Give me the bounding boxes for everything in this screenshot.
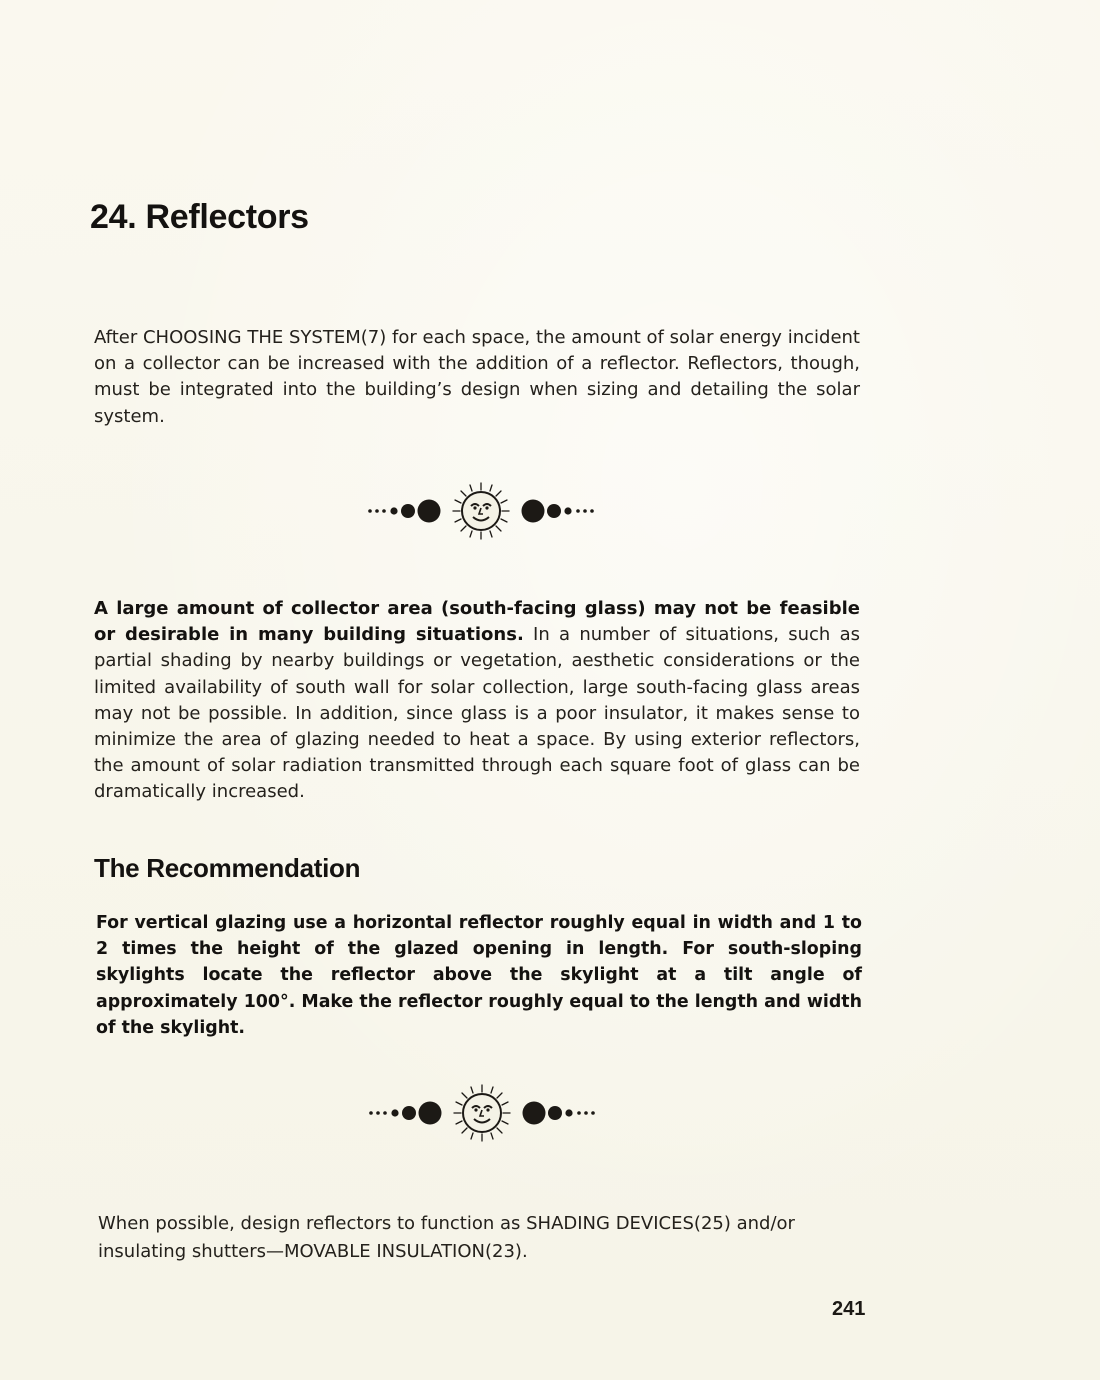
- chapter-title: 24. Reflectors: [90, 198, 309, 236]
- recommendation-heading: The Recommendation: [94, 853, 361, 883]
- page-number: 241: [832, 1298, 866, 1320]
- problem-body: In a number of situations, such as partial shading by nearby buildings or vegetation, aesthetic considerations or the limited availability of south wall for solar collection, large south-facing glass areas may not be possible. In addition, since glass is a poor insulator, it makes sense to minimize the area of glazing needed to heat a space. By using exterior reflectors, the amount of solar radiation transmitted through each square foot of glass can be dramatically increased.: [94, 624, 860, 803]
- sun-face-ornament-icon: [365, 478, 597, 544]
- problem-statement: A large amount of collector area (south-facing glass) may not be feasible or desirable in many building situations.: [94, 598, 860, 646]
- closing-paragraph: When possible, design reflectors to function as SHADING DEVICES(25) and/or insulating shutters—MOVABLE INSULATION(23).: [98, 1213, 795, 1262]
- recommendation-paragraph: For vertical glazing use a horizontal reflector roughly equal in width and 1 to 2 times the height of the glazed opening in length. For south-sloping skylights locate the reflector above the skylight at a tilt angle of approximately 100°. Make the reflector roughly equal to the length and width of the skylight.: [96, 913, 862, 1038]
- sun-face-ornament-icon: [366, 1080, 598, 1146]
- intro-paragraph: After CHOOSING THE SYSTEM(7) for each space, the amount of solar energy incident on a collector can be increased with the addition of a reflector. Reflectors, though, must be integrated into the building’s design when sizing and detailing the solar system.: [94, 327, 860, 427]
- problem-paragraph: [94, 596, 860, 806]
